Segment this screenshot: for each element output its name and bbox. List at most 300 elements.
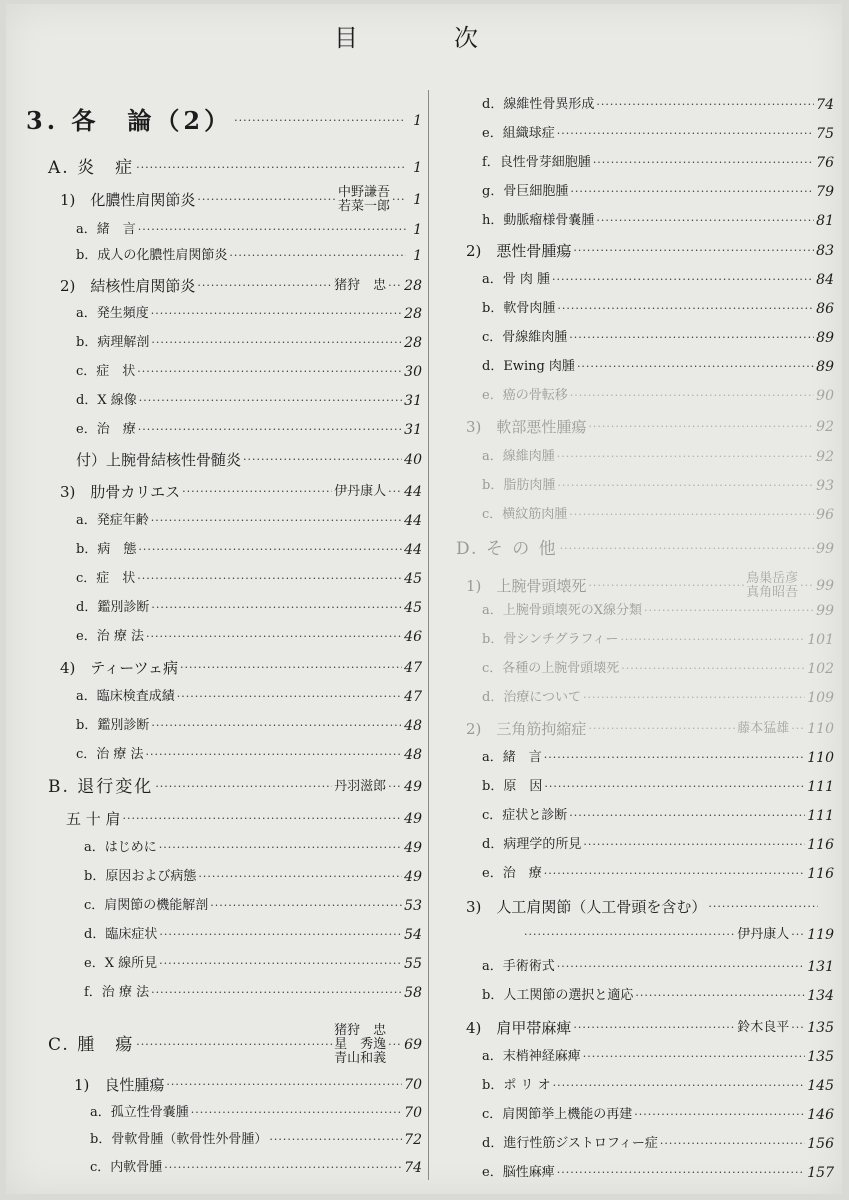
toc-entry-title: e．癌の骨転移 [482, 388, 568, 403]
toc-entry-page: 145 [807, 1078, 834, 1094]
toc-entry-page: 93 [816, 478, 834, 494]
toc-entry-page: 1 [413, 113, 422, 129]
toc-entry-author [737, 928, 789, 942]
toc-entry-title: a．臨床検査成績 [76, 689, 175, 704]
toc-entry-page: 116 [807, 866, 834, 882]
toc-entry [26, 247, 422, 265]
toc-entry [452, 631, 834, 649]
toc-entry-title: c．症状と診断 [482, 808, 568, 823]
toc-entry [452, 540, 834, 558]
toc-entry-title: c．症 状 [76, 364, 136, 379]
toc-entry-page: 74 [816, 97, 834, 113]
leader-dots [583, 689, 805, 707]
leader-dots [180, 659, 402, 677]
leader-dots [569, 807, 805, 825]
toc-entry-page: 110 [807, 750, 834, 766]
toc-entry [26, 778, 422, 796]
leader-dots [210, 897, 402, 915]
leader-dots [557, 300, 814, 318]
toc-entry-page: 28 [404, 335, 422, 351]
toc-entry-page: 135 [807, 1020, 834, 1036]
toc-entry-page: 75 [816, 126, 834, 142]
toc-entry [26, 984, 422, 1002]
toc-entry-title: d．線維性骨異形成 [482, 97, 595, 112]
toc-entry-title: b．骨シンチグラフィー [482, 632, 619, 647]
toc-entry-page: 44 [404, 513, 422, 529]
leader-dots [577, 358, 814, 376]
toc-entry-page: 44 [404, 484, 422, 500]
toc-entry-page: 48 [404, 747, 422, 763]
toc-entry [26, 1024, 422, 1066]
toc-entry-author [334, 485, 386, 499]
leader-dots [138, 221, 406, 239]
author-name: 中野謙吾 [337, 185, 390, 200]
toc-entry [452, 958, 834, 976]
toc-entry-page: 30 [404, 364, 422, 380]
toc-entry-title: 1) 化膿性肩関節炎 [60, 191, 196, 209]
toc-entry-page: 69 [404, 1037, 422, 1053]
leader-dots [621, 660, 805, 678]
toc-entry-title: b．病 態 [76, 542, 137, 557]
toc-entry-page: 49 [404, 840, 422, 856]
leader-dots [151, 599, 402, 617]
toc-entry-title: a．孤立性骨嚢腫 [90, 1105, 189, 1120]
leader-dots [137, 363, 402, 381]
toc-entry-title: 3) 人工肩関節（人工骨頭を含む） [466, 898, 707, 916]
toc-entry-title: a．緒 言 [482, 750, 542, 765]
leader-dots [573, 242, 814, 260]
toc-entry [26, 106, 422, 135]
toc-entry [452, 807, 834, 825]
toc-entry-page: 110 [807, 721, 834, 737]
toc-entry [26, 717, 422, 735]
toc-entry [26, 926, 422, 944]
toc-entry [26, 221, 422, 239]
toc-entry-title: b．成人の化膿性肩関節炎 [76, 248, 228, 263]
toc-entry-page: 45 [404, 571, 422, 587]
toc-entry-title: a．発生頻度 [76, 306, 149, 321]
leader-dots [573, 1019, 735, 1037]
toc-entry-title: b．人工関節の選択と適応 [482, 988, 634, 1003]
toc-entry-page: 81 [816, 213, 834, 229]
toc-entry-page: 116 [807, 837, 834, 853]
toc-entry [452, 689, 834, 707]
toc-entry-page: 86 [816, 301, 834, 317]
toc-entry-title: c．肩関節の機能解剖 [84, 898, 209, 913]
toc-entry-page: 49 [404, 869, 422, 885]
toc-entry [26, 483, 422, 501]
toc-entry-title: b．原因および病態 [84, 869, 197, 884]
toc-entry-page: 1 [413, 192, 422, 208]
toc-entry [26, 186, 422, 214]
leader-dots [151, 512, 402, 530]
toc-entry-title: D. そ の 他 [456, 539, 558, 559]
toc-entry-page: 28 [404, 306, 422, 322]
leader-dots [166, 1076, 402, 1094]
toc-entry-title: 4) ティーツェ病 [60, 659, 178, 677]
toc-entry [26, 839, 422, 857]
toc-entry-page: 135 [807, 1049, 834, 1065]
toc-entry [452, 212, 834, 230]
toc-entry [26, 1131, 422, 1149]
toc-entry [452, 660, 834, 678]
author-name: 丹羽滋郎 [334, 779, 387, 794]
toc-entry [452, 572, 834, 600]
toc-entry [26, 305, 422, 323]
leader-dots [553, 1077, 806, 1095]
leader-dots [560, 540, 815, 558]
toc-entry-page: 28 [404, 278, 422, 294]
toc-entry-page: 111 [807, 808, 834, 824]
leader-dots [569, 329, 814, 347]
toc-entry-title: d．病理学的所見 [482, 837, 582, 852]
toc-entry [26, 1159, 422, 1177]
toc-entry-page: 47 [404, 660, 422, 676]
toc-entry-page: 101 [807, 632, 834, 648]
toc-entry-page: 99 [816, 603, 834, 619]
toc-entry-title: a．線維肉腫 [482, 449, 555, 464]
toc-entry-page: 1 [413, 222, 422, 238]
toc-entry [452, 271, 834, 289]
toc-entry [452, 448, 834, 466]
toc-entry-title: C. 腫 瘍 [48, 1035, 135, 1055]
toc-entry-page: 92 [816, 449, 834, 465]
toc-entry-title: e．組織球症 [482, 126, 555, 141]
leader-dots [557, 125, 814, 143]
toc-entry-title: c．治 療 法 [76, 747, 144, 762]
toc-entry-page: 46 [404, 629, 422, 645]
toc-entry-title: e．治 療 法 [76, 629, 144, 644]
leader-dots [570, 387, 814, 405]
toc-entry [26, 1104, 422, 1122]
leader-dots [146, 628, 402, 646]
leader-dots [151, 717, 402, 735]
toc-entry-page: 48 [404, 718, 422, 734]
toc-entry [452, 865, 834, 883]
toc-entry-title: f．良性骨芽細胞腫 [482, 155, 591, 170]
toc-entry [452, 987, 834, 1005]
toc-entry-title: c．肩関節挙上機能の再建 [482, 1107, 633, 1122]
toc-entry-page: 31 [404, 393, 422, 409]
toc-entry-title: b．ポ リ オ [482, 1078, 551, 1093]
toc-entry-page: 31 [404, 422, 422, 438]
leader-dots [191, 1104, 402, 1122]
toc-entry-page: 74 [404, 1160, 422, 1176]
toc-entry [26, 159, 422, 177]
toc-entry-page: 1 [413, 160, 422, 176]
toc-entry-title: b．病理解剖 [76, 335, 150, 350]
leader-dots [791, 926, 805, 944]
toc-entry [26, 512, 422, 530]
toc-entry [452, 836, 834, 854]
toc-entry [452, 418, 834, 436]
toc-entry [452, 1048, 834, 1066]
toc-entry-title: e．治 療 [482, 866, 542, 881]
leader-dots [159, 955, 402, 973]
leader-dots [583, 836, 805, 854]
toc-entry-page: 54 [404, 927, 422, 943]
toc-entry-page: 89 [816, 359, 834, 375]
toc-entry [452, 300, 834, 318]
toc-entry-page: 131 [807, 959, 834, 975]
toc-entry-page: 111 [807, 779, 834, 795]
leader-dots [392, 191, 406, 209]
leader-dots [137, 570, 402, 588]
toc-entry-title: a．発症年齢 [76, 513, 149, 528]
author-name: 若菜一郎 [337, 199, 390, 214]
toc-entry-title: c．骨線維肉腫 [482, 330, 568, 345]
toc-entry-title: 1) 良性腫瘍 [74, 1076, 165, 1094]
toc-entry-page: 70 [404, 1077, 422, 1093]
leader-dots [182, 483, 332, 501]
toc-entry-page: 83 [816, 243, 834, 259]
toc-entry-title: f．治 療 法 [84, 985, 150, 1000]
toc-entry-page: 84 [816, 272, 834, 288]
toc-entry [26, 659, 422, 677]
toc-entry-page: 58 [404, 985, 422, 1001]
leader-dots [138, 541, 402, 559]
toc-entry-title: a．末梢神経麻痺 [482, 1049, 581, 1064]
toc-entry [452, 125, 834, 143]
column-divider [428, 90, 429, 1180]
toc-entry-title: A. 炎 症 [48, 158, 135, 178]
leader-dots [151, 305, 402, 323]
leader-dots [791, 720, 805, 738]
leader-dots [800, 577, 814, 595]
toc-entry-title: d．Ewing 肉腫 [482, 359, 575, 374]
toc-entry-page: 119 [807, 927, 834, 943]
author-name: 伊丹康人 [737, 927, 790, 942]
leader-dots [388, 1036, 402, 1054]
toc-entry-author [334, 780, 386, 794]
toc-entry-title: c．各種の上腕骨頭壊死 [482, 661, 620, 676]
toc-entry-author [737, 722, 789, 736]
toc-entry [26, 392, 422, 410]
document-page [6, 4, 842, 1194]
leader-dots [588, 418, 814, 436]
toc-entry-title: d．臨床症状 [84, 927, 158, 942]
toc-entry-title: e．X 線所見 [84, 956, 158, 971]
toc-entry-title: 4) 肩甲帯麻痺 [466, 1019, 572, 1037]
toc-entry [452, 1077, 834, 1095]
toc-entry-title: 3. 各 論（2） [26, 106, 233, 135]
toc-entry-page: 53 [404, 898, 422, 914]
toc-entry [452, 96, 834, 114]
author-name: 星 秀逸 [334, 1037, 387, 1052]
toc-entry-title: 3) 軟部悪性腫瘍 [466, 418, 587, 436]
leader-dots [234, 112, 406, 130]
toc-entry [26, 810, 422, 828]
toc-entry-page: 96 [816, 507, 834, 523]
toc-entry-title: b．原 因 [482, 779, 543, 794]
toc-entry-page: 99 [816, 541, 834, 557]
toc-entry [452, 387, 834, 405]
toc-entry [26, 421, 422, 439]
toc-entry-title: h．動脈瘤様骨嚢腫 [482, 213, 595, 228]
toc-entry-title: a．手術術式 [482, 959, 555, 974]
toc-entry-page: 134 [807, 988, 834, 1004]
leader-dots [164, 1159, 402, 1177]
toc-entry [452, 1106, 834, 1124]
toc-entry [452, 477, 834, 495]
leader-dots [708, 898, 818, 916]
leader-dots [229, 247, 406, 265]
toc-entry [452, 242, 834, 260]
leader-dots [634, 1106, 805, 1124]
leader-dots [198, 868, 402, 886]
toc-entry-title: a．上腕骨頭壊死のX線分類 [482, 603, 643, 618]
leader-dots [557, 448, 814, 466]
toc-entry-page: 156 [807, 1136, 834, 1152]
toc-entry-title: d．X 線像 [76, 393, 137, 408]
toc-entry [26, 868, 422, 886]
toc-entry [26, 541, 422, 559]
toc-entry-page: 89 [816, 330, 834, 346]
toc-entry [26, 955, 422, 973]
toc-entry-title: d．治療について [482, 690, 582, 705]
leader-dots [524, 926, 735, 944]
toc-entry [452, 926, 834, 944]
toc-entry-page: 79 [816, 184, 834, 200]
toc-entry [26, 688, 422, 706]
leader-dots [177, 688, 402, 706]
toc-entry-title: c．内軟骨腫 [90, 1160, 163, 1175]
toc-entry [452, 1019, 834, 1037]
toc-entry [26, 746, 422, 764]
toc-entry-author [334, 1024, 386, 1066]
page-title: 目 次 [334, 24, 514, 52]
toc-entry [452, 749, 834, 767]
toc-entry [452, 1164, 834, 1182]
leader-dots [635, 987, 805, 1005]
toc-entry-title: c．横紋筋肉腫 [482, 507, 568, 522]
toc-entry [452, 1135, 834, 1153]
author-name: 真角昭吾 [746, 585, 799, 600]
leader-dots [136, 159, 406, 177]
toc-entry [452, 720, 834, 738]
toc-entry-page: 72 [404, 1132, 422, 1148]
leader-dots [151, 984, 402, 1002]
leader-dots [620, 631, 805, 649]
toc-entry-title: e．治 療 [76, 422, 136, 437]
toc-entry-title: 2) 悪性骨腫瘍 [466, 242, 572, 260]
leader-dots [197, 277, 332, 295]
leader-dots [138, 421, 402, 439]
leader-dots [151, 334, 402, 352]
toc-entry-page: 47 [404, 689, 422, 705]
leader-dots [544, 778, 805, 796]
toc-entry [452, 329, 834, 347]
toc-entry [26, 570, 422, 588]
toc-entry-title: 2) 結核性肩関節炎 [60, 277, 196, 295]
toc-entry-page: 157 [807, 1165, 834, 1181]
toc-entry-page: 76 [816, 155, 834, 171]
toc-entry-title: c．症 状 [76, 571, 136, 586]
toc-entry-page: 99 [816, 578, 834, 594]
toc-entry-title: a．はじめに [84, 840, 157, 855]
author-name: 伊丹康人 [334, 484, 387, 499]
toc-entry-title: b．脂肪肉腫 [482, 478, 556, 493]
leader-dots [644, 602, 814, 620]
toc-entry-title: B. 退行変化 [48, 777, 154, 797]
toc-entry-title: 2) 三角筋拘縮症 [466, 720, 587, 738]
toc-entry-page: 92 [816, 419, 834, 435]
toc-entry-author [737, 1021, 789, 1035]
leader-dots [269, 1131, 402, 1149]
toc-entry-title: a．緒 言 [76, 222, 136, 237]
toc-entry-page: 1 [413, 248, 422, 264]
leader-dots [588, 577, 744, 595]
leader-dots [544, 749, 806, 767]
leader-dots [791, 1019, 805, 1037]
leader-dots [146, 746, 403, 764]
toc-entry-title: b．軟骨肉腫 [482, 301, 556, 316]
toc-entry [452, 778, 834, 796]
toc-entry-page: 40 [404, 452, 422, 468]
toc-entry-page: 146 [807, 1107, 834, 1123]
toc-entry-author [334, 279, 386, 293]
leader-dots [243, 451, 402, 469]
leader-dots [159, 926, 402, 944]
leader-dots [123, 810, 403, 828]
leader-dots [596, 96, 814, 114]
leader-dots [544, 865, 806, 883]
toc-entry [452, 898, 834, 916]
toc-entry-page: 49 [404, 811, 422, 827]
author-name: 猪狩 忠 [334, 1023, 387, 1038]
leader-dots [197, 191, 336, 209]
toc-entry-title: 1) 上腕骨頭壊死 [466, 577, 587, 595]
toc-entry-page: 49 [404, 779, 422, 795]
leader-dots [139, 392, 402, 410]
toc-entry-page: 44 [404, 542, 422, 558]
toc-entry-title: a．骨 肉 腫 [482, 272, 551, 287]
toc-entry [26, 599, 422, 617]
leader-dots [388, 483, 402, 501]
toc-entry-page: 55 [404, 956, 422, 972]
leader-dots [593, 154, 814, 172]
leader-dots [388, 277, 402, 295]
toc-entry-page: 70 [404, 1105, 422, 1121]
toc-entry [26, 334, 422, 352]
leader-dots [136, 1036, 332, 1054]
toc-entry-page: 109 [807, 690, 834, 706]
leader-dots [388, 778, 402, 796]
toc-entry [452, 358, 834, 376]
leader-dots [155, 778, 332, 796]
toc-entry [26, 628, 422, 646]
leader-dots [583, 1048, 806, 1066]
author-name: 藤本猛雄 [737, 721, 790, 736]
toc-entry [26, 1076, 422, 1094]
author-name: 青山和義 [334, 1051, 387, 1066]
toc-entry [452, 154, 834, 172]
toc-entry-author [746, 572, 798, 600]
toc-entry-page: 45 [404, 600, 422, 616]
leader-dots [557, 477, 814, 495]
toc-entry-title: g．骨巨細胞腫 [482, 184, 569, 199]
author-name: 猪狩 忠 [334, 278, 387, 293]
leader-dots [660, 1135, 805, 1153]
toc-entry-title: e．脳性麻痺 [482, 1165, 555, 1180]
toc-entry-title: b．骨軟骨腫（軟骨性外骨腫） [90, 1132, 268, 1147]
leader-dots [159, 839, 402, 857]
author-name: 鈴木良平 [737, 1020, 790, 1035]
toc-entry-author [338, 186, 390, 214]
toc-entry [26, 451, 422, 469]
toc-entry [26, 277, 422, 295]
toc-entry-title: 3) 肋骨カリエス [60, 483, 181, 501]
